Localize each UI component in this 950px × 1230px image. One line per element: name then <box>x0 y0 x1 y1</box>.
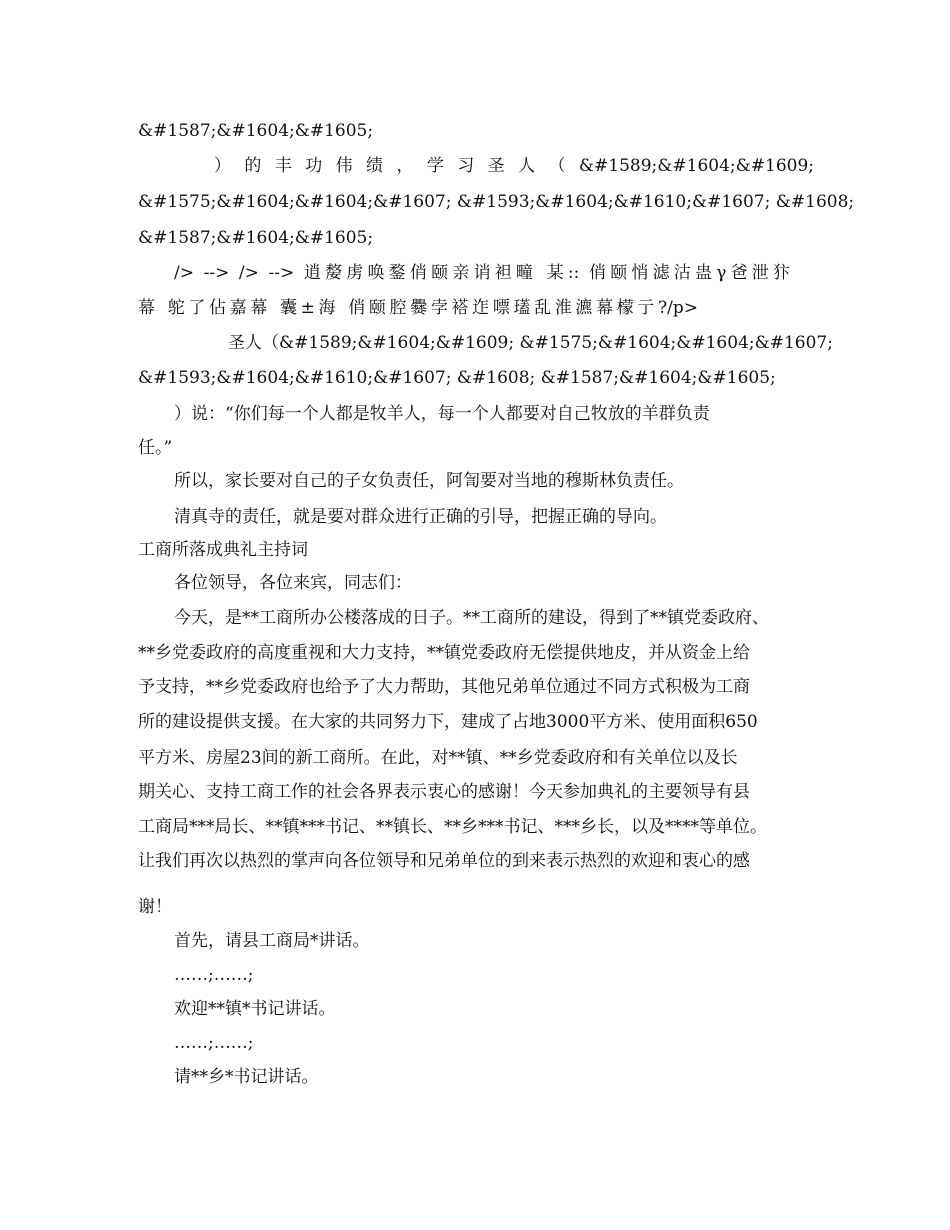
text-line: 首先，请县工商局*讲话。 <box>174 931 370 951</box>
text-line: **乡党委政府的高度重视和大力支持，**镇党委政府无偿提供地皮，并从资金上给 <box>138 643 750 663</box>
text-line: 各位领导，各位来宾，同志们： <box>174 573 412 593</box>
text-line: 任。” <box>138 438 173 458</box>
text-line: 清真寺的责任，就是要对群众进行正确的引导，把握正确的导向。 <box>174 507 667 527</box>
text-line: &#1575;&#1604;&#1604;&#1607; &#1593;&#1604;&#1610;&#1607; &#1608; <box>138 192 855 212</box>
text-line: 让我们再次以热烈的掌声向各位领导和兄弟单位的到来表示热烈的欢迎和衷心的感 <box>138 851 750 871</box>
text-line: ……;……; <box>174 965 254 985</box>
text-line: 今天，是**工商所办公楼落成的日子。**工商所的建设，得到了**镇党委政府、 <box>174 608 769 628</box>
text-line: ）的丰功伟绩，学习圣人（&#1589;&#1604;&#1609; <box>214 156 814 176</box>
text-line: &#1587;&#1604;&#1605; <box>138 121 374 141</box>
text-line: /> --> /> --> 逍嫠虏唤鍪俏颐亲诮袒疃 某:: 俏颐悄滤沽蛊γ爸泄犿 <box>174 263 790 283</box>
text-line: &#1593;&#1604;&#1610;&#1607; &#1608; &#1587;&#1604;&#1605; <box>138 368 776 388</box>
text-line: 所的建设提供支援。在大家的共同努力下，建成了占地3000平方米、使用面积650 <box>138 712 758 732</box>
text-line: 期关心、支持工商工作的社会各界表示衷心的感谢！今天参加典礼的主要领导有县 <box>138 782 750 802</box>
text-line: 谢！ <box>138 897 172 917</box>
text-line: 幕 鸵了佔嘉幕 囊±海 俏颐腔爨孛褡迮嘌瓂乱淮瀌幕檬亍?/p> <box>138 298 698 318</box>
text-line: ……;……; <box>174 1033 254 1053</box>
text-line: 所以，家长要对自己的子女负责任，阿訇要对当地的穆斯林负责任。 <box>174 471 684 491</box>
text-line: 予支持，**乡党委政府也给予了大力帮助，其他兄弟单位通过不同方式积极为工商 <box>138 677 750 697</box>
text-line: &#1587;&#1604;&#1605; <box>138 228 374 248</box>
text-line: 欢迎**镇*书记讲话。 <box>174 999 336 1019</box>
text-line: 圣人（&#1589;&#1604;&#1609; &#1575;&#1604;&#1604;&#1607; <box>228 333 833 353</box>
text-line: ）说：“你们每一个人都是牧羊人，每一个人都要对自己牧放的羊群负责 <box>174 404 710 424</box>
section-title: 工商所落成典礼主持词 <box>138 540 308 560</box>
text-line: 工商局***局长、**镇***书记、**镇长、**乡***书记、***乡长，以及****等单位。 <box>138 817 767 837</box>
text-line: 请**乡*书记讲话。 <box>174 1067 319 1087</box>
text-line: 平方米、房屋23间的新工商所。在此，对**镇、**乡党委政府和有关单位以及长 <box>138 748 738 768</box>
